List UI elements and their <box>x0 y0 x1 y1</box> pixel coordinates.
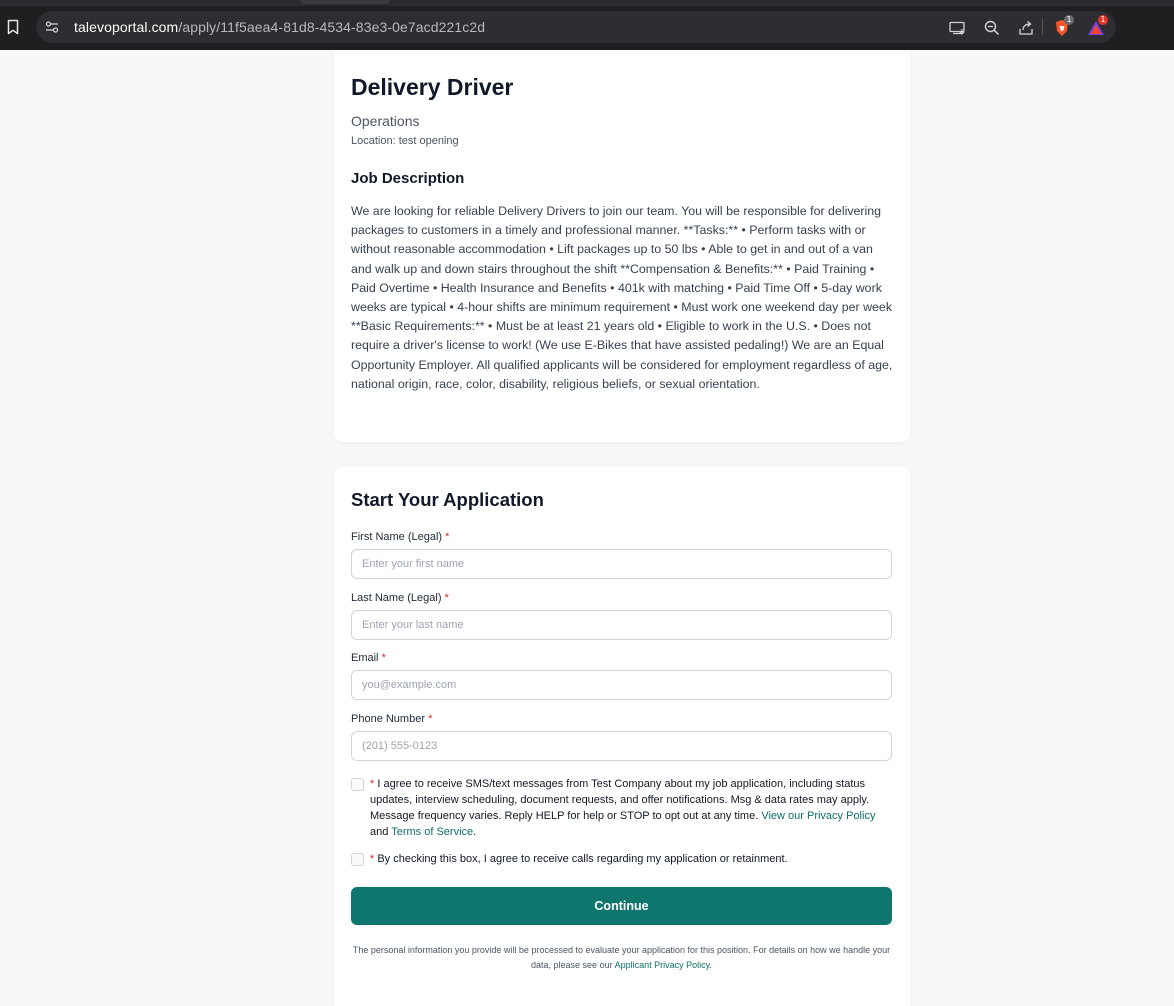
job-description: We are looking for reliable Delivery Drivers to join our team. You will be responsible for delivering packages to customers in a timely and professional manner. **Tasks:** • Perform tasks with or without reasonable accommodation • Lift packages up to 50 lbs • Able to get in and out of a van and walk up and down stairs throughout the shift **Compensation & Benefits:** • Paid Training • Paid Overtime • Health Insurance and Benefits • 401k with matching • Paid Time Off • 5-day work weeks are typical • 4-hour shifts are minimum requirement • Must work one weekend day per week **Basic Requirements:** • Must be at least 21 years old • Eligible to work in the U.S. • Does not require a driver's license to work! (We use E-Bikes that have assisted pedaling!) We are an Equal Opportunity Employer. All qualified applicants will be considered for employment regardless of age, national origin, race, color, disability, religious beliefs, or sexual orientation. <box>351 204 893 391</box>
phone-input[interactable] <box>351 731 892 761</box>
brave-rewards-icon[interactable] <box>1086 15 1106 38</box>
email-input[interactable] <box>351 670 892 700</box>
url-domain: talevoportal.com <box>74 19 179 35</box>
first-name-label-text: First Name (Legal) <box>351 531 443 543</box>
privacy-note-text: The personal information you provide will be processed to evaluate your application for this position. For details on how we handle your data, please see our <box>352 945 891 970</box>
sms-consent-text <box>370 776 890 840</box>
browser-toolbar <box>0 0 1174 50</box>
address-bar[interactable] <box>36 11 1116 43</box>
email-label <box>351 652 386 664</box>
required-marker: * <box>445 531 450 543</box>
zoom-icon[interactable] <box>982 18 1002 38</box>
applicant-privacy-policy-link[interactable]: Applicant Privacy Policy <box>614 960 710 970</box>
job-description-heading: Job Description <box>351 170 465 187</box>
url-path: /apply/11f5aea4-81d8-4534-83e3-0e7acd221c2d <box>178 19 486 35</box>
url-text[interactable] <box>74 19 485 35</box>
privacy-note-end: . <box>709 960 712 970</box>
rewards-badge: 1 <box>1098 15 1108 25</box>
install-app-icon[interactable] <box>948 18 968 38</box>
shields-badge: 1 <box>1064 15 1074 25</box>
share-icon[interactable] <box>1016 18 1036 38</box>
call-consent-text <box>370 851 890 867</box>
site-info-icon[interactable] <box>44 19 60 35</box>
first-name-label <box>351 531 449 543</box>
required-marker: * <box>370 778 375 790</box>
and-text: and <box>370 826 389 838</box>
sms-consent-checkbox[interactable] <box>351 778 364 791</box>
required-marker: * <box>381 652 386 664</box>
job-department: Operations <box>351 113 420 129</box>
active-tab-indicator[interactable] <box>300 0 390 4</box>
call-consent-checkbox[interactable] <box>351 853 364 866</box>
toolbar-divider <box>1042 19 1043 35</box>
brave-shields-icon[interactable] <box>1052 15 1072 38</box>
phone-label <box>351 713 432 725</box>
required-marker: * <box>444 592 449 604</box>
first-name-input[interactable] <box>351 549 892 579</box>
privacy-policy-link[interactable]: View our Privacy Policy <box>761 810 876 822</box>
application-heading: Start Your Application <box>351 489 544 510</box>
continue-button[interactable]: Continue <box>351 887 892 925</box>
sms-consent-body: I agree to receive SMS/text messages from Test Company about my job application, including status updates, interview scheduling, document requests, and offer notifications. Msg & data rates may apply. Message frequency varies. Reply HELP for help or STOP to opt out at any time. <box>370 778 870 822</box>
last-name-label-text: Last Name (Legal) <box>351 592 442 604</box>
job-location: Location: test opening <box>351 135 459 147</box>
privacy-note <box>351 943 892 973</box>
call-consent-body: By checking this box, I agree to receive calls regarding my application or retainment. <box>377 853 788 865</box>
application-card <box>334 467 910 1006</box>
required-marker: * <box>370 853 375 865</box>
required-marker: * <box>428 713 433 725</box>
email-label-text: Email <box>351 652 379 664</box>
job-title: Delivery Driver <box>351 74 514 100</box>
phone-label-text: Phone Number <box>351 713 425 725</box>
page-body <box>0 50 1174 1006</box>
last-name-label <box>351 592 449 604</box>
terms-of-service-link[interactable]: Terms of Service <box>391 826 474 838</box>
period-text: . <box>473 826 477 838</box>
job-card <box>334 50 910 442</box>
bookmark-icon[interactable] <box>4 17 22 37</box>
last-name-input[interactable] <box>351 610 892 640</box>
tab-strip-edge <box>0 0 1174 6</box>
